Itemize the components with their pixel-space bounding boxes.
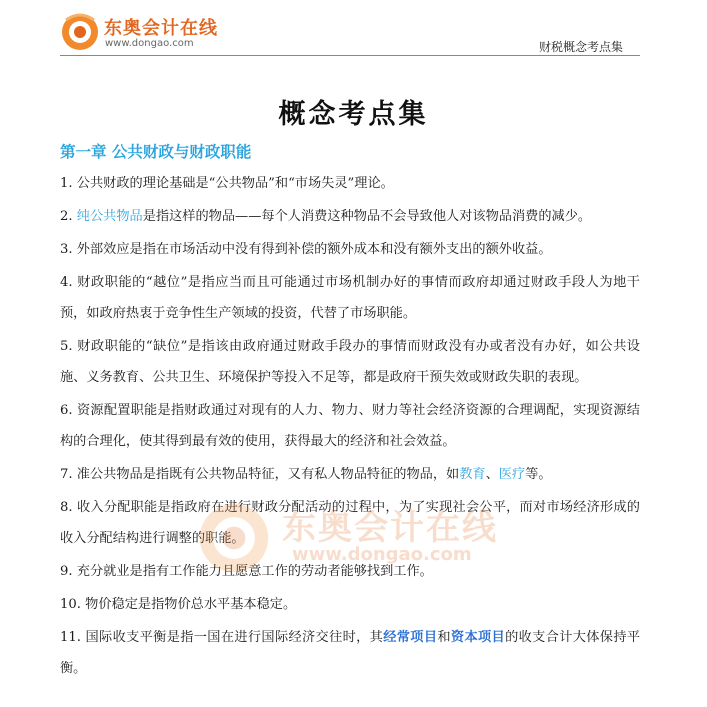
concept-text: 6. 资源配置职能是指财政通过对现有的人力、物力、财力等社会经济资源的合理调配，实现资源结构的合理化，使其得到最有效的使用，获得最大的经济和社会效益。	[60, 403, 640, 449]
concept-item	[60, 168, 640, 199]
keyword-highlight: 教育	[459, 467, 486, 482]
concept-item	[60, 201, 640, 232]
concept-text: 9. 充分就业是指有工作能力且愿意工作的劳动者能够找到工作。	[60, 564, 433, 579]
concept-text: 等。	[525, 467, 552, 482]
concept-item	[60, 331, 640, 393]
concept-text: 2.	[60, 209, 77, 224]
concept-item	[60, 459, 640, 490]
concept-text: 是指这样的物品——每个人消费这种物品不会导致他人对该物品消费的减少。	[142, 209, 592, 224]
concept-text: 3. 外部效应是指在市场活动中没有得到补偿的额外成本和没有额外支出的额外收益。	[60, 242, 552, 257]
concept-text: 8. 收入分配职能是指政府在进行财政分配活动的过程中，为了实现社会公平，而对市场经济形成的收入分配结构进行调整的职能。	[60, 500, 640, 546]
concept-text: 的收支合计大体保持平衡。	[60, 630, 641, 676]
concept-item	[60, 234, 640, 265]
concept-item	[60, 589, 640, 620]
keyword-highlight: 资本项目	[450, 630, 506, 645]
concept-list	[60, 168, 640, 684]
header-divider	[60, 55, 640, 56]
concept-text: 、	[485, 467, 499, 482]
brand-name: 东奥会计在线	[104, 18, 218, 39]
concept-text: 10. 物价稳定是指物价总水平基本稳定。	[60, 597, 297, 612]
concept-text: 4. 财政职能的“越位”是指应当而且可能通过市场机制办好的事情而政府却通过财政手段人为地干预，如政府热衷于竞争性生产领域的投资，代替了市场职能。	[60, 275, 640, 321]
concept-text: 11. 国际收支平衡是指一国在进行国际经济交往时，其	[60, 630, 384, 645]
concept-item	[60, 556, 640, 587]
concept-item	[60, 492, 640, 554]
brand-url: www.dongao.com	[105, 38, 194, 49]
concept-text: 1. 公共财政的理论基础是“公共物品”和“市场失灵”理论。	[60, 176, 394, 191]
keyword-highlight: 纯公共物品	[76, 209, 143, 224]
dongao-logo-icon	[60, 12, 100, 52]
concept-item	[60, 395, 640, 457]
keyword-highlight: 经常项目	[383, 630, 438, 645]
concept-item	[60, 267, 640, 329]
concept-text: 5. 财政职能的“缺位”是指该由政府通过财政手段办的事情而财政没有办或者没有办好，如公共设施、义务教育、公共卫生、环境保护等投入不足等，都是政府干预失效或财政失职的表现。	[60, 339, 640, 385]
chapter-heading: 第一章 公共财政与财政职能	[60, 143, 252, 161]
concept-item	[60, 622, 640, 684]
watermark-brand-name: 东奥会计在线	[282, 508, 498, 548]
concept-text: 7. 准公共物品是指既有公共物品特征，又有私人物品特征的物品，如	[60, 467, 460, 482]
keyword-highlight: 医疗	[498, 467, 526, 482]
document-tag: 财税概念考点集	[538, 40, 623, 54]
brand-logo	[60, 8, 260, 52]
watermark-brand-url: www.dongao.com	[292, 544, 472, 565]
concept-text: 和	[437, 630, 451, 645]
page-title: 概念考点集	[278, 99, 429, 130]
